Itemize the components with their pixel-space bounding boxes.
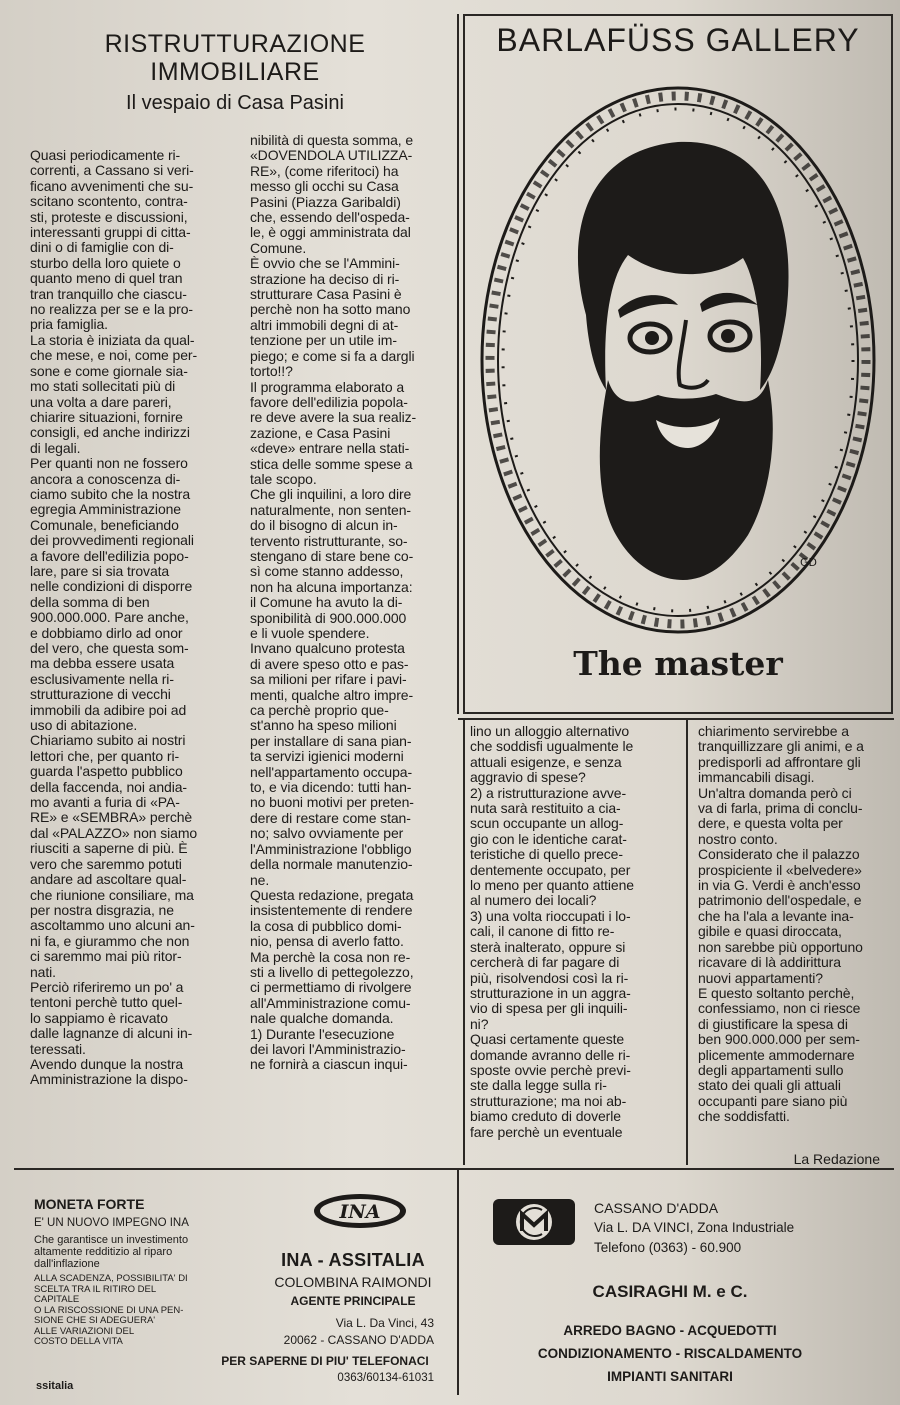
- ad-ina-city: 20062 - CASSANO D'ADDA: [283, 1333, 434, 1347]
- ad-ina-subheading: E' UN NUOVO IMPEGNO INA: [34, 1217, 189, 1229]
- article-title-line2: IMMOBILIARE: [150, 58, 320, 86]
- portrait-illustration: [468, 80, 888, 645]
- gallery-caption: The master: [573, 644, 783, 683]
- ad-casiraghi-city: CASSANO D'ADDA: [594, 1200, 719, 1216]
- article-column-2: nibilità di questa somma, e «DOVENDOLA UTILIZZA- RE», (come riferitoci) ha messo gli occhi su Casa Pasini (Piazza Garibaldi) che, essendo dell'ospeda- le, è oggi amministrata dal Comune. È ovvio che se l'Ammini- strazione ha deciso di ri- strutturare Casa Pasini è perchè non ha sotto mano altri immobili degni di at- tenzione per un utile im- piego; e come si fa a dargli torto!!? Il programma elaborato a favore dell'edilizia popola- re deve avere la sua realiz- zazione, e Casa Pasini «deve» entrare nella stati- stica delle somme spese a tale scopo. Che gli inquilini, a loro dire naturalmente, non senten- do il bisogno di alcun in- tervento ristrutturante, so- stengano di stare bene co- sì come stanno addesso, non ha alcuna importanza: il Comune ha avuto la di- sponibilità di 900.000.000 e li vuole spendere. Invano qualcuno protesta di avere speso otto e pas- sa milioni per rifare i pavi- menti, qualche altro impre- ca perchè proprio que- st'anno ha speso milioni per installare di sana pian- ta servizi igienici moderni nell'appartamento occupa- to, e via dicendo: tutti han- no buoni motivi per preten- dere di restare come stan- no; salvo ovviamente per l'Amministrazione l'obbligo della normale manutenzio- ne. Questa redazione, pregata insistentemente di rendere la cosa di pubblico domi- nio, pensa di averlo fatto. Ma perchè la cosa non re- sti a livello di pettegolezzo, ci permettiamo di rivolgere all'Amministrazione comu- nale qualche domanda. 1) Durante l'esecuzione dei lavori l'Amministrazio- ne fornirà a ciascun inqui-: [250, 132, 417, 1073]
- ad-ina-agent-role: AGENTE PRINCIPALE: [290, 1294, 416, 1308]
- ad-ina-cta: PER SAPERNE DI PIU' TELEFONACI: [221, 1354, 429, 1368]
- article-signature: La Redazione: [793, 1151, 880, 1167]
- ads-column-divider: [457, 1170, 459, 1395]
- article-subtitle: Il vespaio di Casa Pasini: [126, 92, 344, 114]
- section-divider: [458, 718, 894, 720]
- ad-casiraghi-company: CASIRAGHI M. e C.: [592, 1282, 748, 1301]
- casiraghi-logo: [492, 1198, 576, 1246]
- column-divider: [457, 14, 459, 714]
- ad-ina-text1: Che garantisce un investimento altamente redditizio al riparo dall'inflazione: [34, 1234, 189, 1270]
- gallery-title: BARLAFÜSS GALLERY: [496, 22, 860, 58]
- ads-divider: [14, 1168, 894, 1170]
- ad-ina-company: INA - ASSITALIA: [281, 1250, 425, 1270]
- ad-ina-address: Via L. Da Vinci, 43: [335, 1316, 434, 1330]
- ad-casiraghi-service1: ARREDO BAGNO - ACQUEDOTTI: [563, 1323, 777, 1338]
- article-column-1: Quasi periodicamente ri- correnti, a Cassano si veri- ficano avvenimenti che su- scitano scontento, contra- sti, proteste e discussioni, interessanti gruppi di citta- dini o di famiglie con di- sturbo della loro quiete o quanto meno di quel tran tran tranquillo che ciascu- no realizza per se e la pro- pria famiglia. La storia è iniziata da qual- che mese, e noi, come per- sone e come giornale sia- mo stati sollecitati più di una volta a dare pareri, chiarire situazioni, fornire consigli, ed anche indirizzi di legali. Per quanti non ne fossero ancora a conoscenza di- ciamo subito che la nostra egregia Amministrazione Comunale, beneficiando dei provvedimenti regionali a favore dell'edilizia popo- lare, pare si sia trovata nelle condizioni di disporre della somma di ben 900.000.000. Pare anche, e dobbiamo dirlo ad onor del vero, che questa som- ma debba essere usata esclusivamente nella ri- strutturazione di vecchi immobili da adibire poi ad uso di abitazione. Chiariamo subito ai nostri lettori che, per quanto ri- guarda l'aspetto pubblico della faccenda, noi andia- mo avanti a furia di «PA- RE» e «SEMBRA» perchè dal «PALAZZO» non siamo riusciti a saperne di più. È vero che saremmo potuti andare ad ascoltare qual- che riunione consiliare, ma per nostra disgrazia, ne ascoltammo uno alcuni an- ni fa, e giurammo che non ci saremmo mai più ritor- nati. Perciò riferiremo un po' a tentoni perchè tutto quel- lo sappiamo è ricavato dalle lagnanze di alcuni in- teressati. Avendo dunque la nostra Amministrazione la dispo-: [30, 147, 198, 1088]
- ina-logo-text: INA: [339, 1201, 381, 1223]
- ad-casiraghi-phone: Telefono (0363) - 60.900: [594, 1240, 742, 1255]
- artist-mark: GD: [800, 556, 817, 569]
- ina-logo: [312, 1192, 408, 1230]
- ad-ina-text2: ALLA SCADENZA, POSSIBILITA' DI SCELTA TRA IL RITIRO DEL CAPITALE O LA RISCOSSIONE DI UNA PEN- SIONE CHE SI ADEGUERA' ALLE VARIAZIONI DEL COSTO DELLA VITA: [34, 1273, 188, 1347]
- article-column-3: lino un alloggio alternativo che soddisfi ugualmente le attuali esigenze, e senza aggravio di spese? 2) a ristrutturazione avve- nuta sarà restituito a cia- scun occupante un allog- gio con le identiche carat- teristiche di quello prece- dentemente occupato, per lo meno per quanto attiene al numero dei locali? 3) una volta rioccupati i lo- cali, il canone di fitto re- sterà inalterato, oppure si cercherà di far pagare di più, risolvendosi così la ri- strutturazione in un aggra- vio di spesa per gli inquili- ni? Quasi certamente queste domande avranno delle ri- sposte ovvie perchè previ- ste dalla legge sulla ri- strutturazione; ma noi ab- biamo creduto di doverle fare perchè un eventuale: [470, 723, 634, 1140]
- ad-ina-footer-brand: ssitalia: [36, 1380, 74, 1392]
- article-title-line1: RISTRUTTURAZIONE: [104, 30, 366, 58]
- ad-casiraghi-service3: IMPIANTI SANITARI: [607, 1369, 733, 1384]
- ad-ina-heading: MONETA FORTE: [34, 1196, 145, 1212]
- ad-casiraghi-address: Via L. DA VINCI, Zona Industriale: [594, 1220, 795, 1235]
- ad-casiraghi-service2: CONDIZIONAMENTO - RISCALDAMENTO: [537, 1346, 803, 1361]
- column-divider: [463, 720, 465, 1165]
- column-divider: [686, 720, 688, 1165]
- ad-ina-agent-name: COLOMBINA RAIMONDI: [274, 1274, 432, 1290]
- article-column-4: chiarimento servirebbe a tranquillizzare gli animi, e a predisporli ad affrontare gli immancabili disagi. Un'altra domanda però ci va di farla, prima di conclu- dere, e questa volta per nostro conto. Considerato che il palazzo prospiciente il «belvedere» in via G. Verdi è anch'esso patrimonio dell'ospedale, e che ha l'ala a levante ina- gibile e quasi diroccata, non sarebbe più opportuno ricavare di là addirittura nuovi appartamenti? E questo soltanto perchè, confessiamo, non ci riesce di giustificare la spesa di ben 900.000.000 per sem- plicemente ammodernare degli appartamenti sullo stato dei quali gli attuali occupanti pare siano più che soddisfatti.: [698, 723, 864, 1125]
- article-title: [20, 30, 450, 86]
- ad-ina-phone: 0363/60134-61031: [337, 1372, 434, 1384]
